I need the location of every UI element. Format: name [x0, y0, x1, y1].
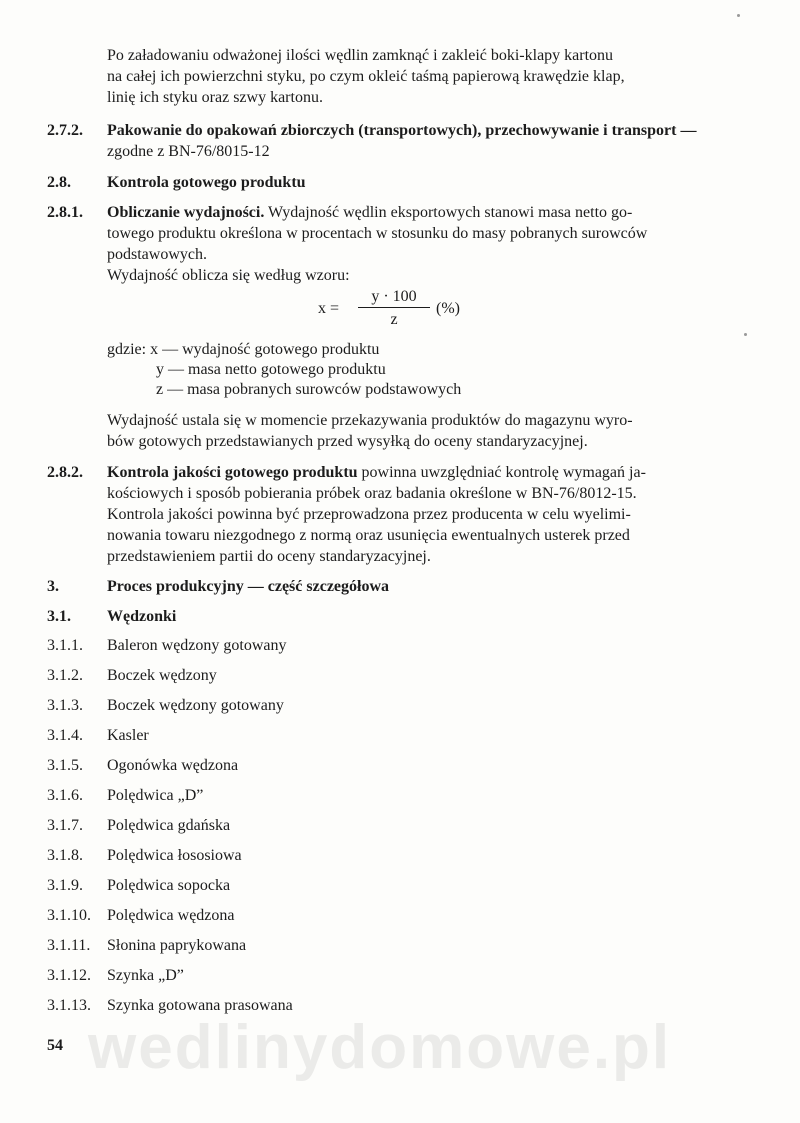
section-2-8-1-closing	[107, 410, 719, 452]
section-3-1	[107, 606, 719, 627]
item-label: Boczek wędzony	[107, 667, 217, 684]
intro-line: Po załadowaniu odważonej ilości wędlin zamknąć i zakleić boki-klapy kartonu	[107, 47, 614, 64]
section-title: Kontrola gotowego produktu	[107, 174, 306, 191]
item-label: Szynka „D”	[107, 967, 184, 984]
list-item	[47, 846, 242, 866]
section-number-2-8: 2.8.	[47, 174, 71, 191]
section-title: Pakowanie do opakowań zbiorczych (transportowych), przechowywanie i transport —	[107, 122, 697, 139]
list-item	[47, 876, 230, 896]
scan-speck	[744, 333, 747, 336]
item-number: 3.1.5.	[47, 757, 83, 774]
item-number: 3.1.12.	[47, 967, 91, 984]
item-number: 3.1.13.	[47, 997, 91, 1014]
intro-line: na całej ich powierzchni styku, po czym okleić taśmą papierową krawędzie klap,	[107, 68, 625, 85]
list-item	[47, 936, 246, 956]
list-item	[47, 906, 235, 926]
section-text: nowania towaru niezgodnego z normą oraz usunięcia ewentualnych usterek przed	[107, 527, 630, 544]
item-label: Boczek wędzony gotowany	[107, 697, 284, 714]
section-text: Wydajność oblicza się według wzoru:	[107, 267, 350, 284]
item-label: Szynka gotowana prasowana	[107, 997, 293, 1014]
formula-fraction	[358, 288, 430, 329]
section-text: powinna uwzględniać kontrolę wymagań ja-	[357, 464, 646, 481]
item-label: Polędwica łososiowa	[107, 847, 242, 864]
list-item	[47, 786, 203, 806]
item-number: 3.1.2.	[47, 667, 83, 684]
watermark: wedlinydomowe.pl	[88, 1013, 672, 1082]
section-2-8	[107, 172, 719, 193]
section-text: Wydajność wędlin eksportowych stanowi masa netto go-	[264, 204, 633, 221]
list-item	[47, 816, 230, 836]
section-title: Kontrola jakości gotowego produktu	[107, 464, 358, 481]
item-label: Polędwica gdańska	[107, 817, 231, 834]
item-label: Polędwica sopocka	[107, 877, 231, 894]
legend-row: y — masa netto gotowego produktu	[156, 361, 386, 378]
item-label: Słonina paprykowana	[107, 937, 247, 954]
section-2-8-2	[107, 462, 719, 567]
section-text: przedstawieniem partii do oceny standaryzacyjnej.	[107, 548, 431, 565]
item-label: Kasler	[107, 727, 149, 744]
item-number: 3.1.1.	[47, 637, 83, 654]
list-item	[47, 636, 287, 656]
item-number: 3.1.7.	[47, 817, 83, 834]
intro-line: linię ich styku oraz szwy kartonu.	[107, 89, 323, 106]
item-label: Baleron wędzony gotowany	[107, 637, 287, 654]
formula-unit: (%)	[436, 300, 460, 317]
section-text: Wydajność ustala się w momencie przekazywania produktów do magazynu wyro-	[107, 412, 633, 429]
scan-speck	[737, 14, 740, 17]
item-label: Polędwica wędzona	[107, 907, 235, 924]
section-2-8-1	[107, 202, 719, 286]
section-text: towego produktu określona w procentach w stosunku do masy pobranych surowców	[107, 225, 648, 242]
item-number: 3.1.9.	[47, 877, 83, 894]
item-number: 3.1.8.	[47, 847, 83, 864]
section-text: bów gotowych przedstawianych przed wysyłką do oceny standaryzacyjnej.	[107, 433, 588, 450]
legend-row: gdzie: x — wydajność gotowego produktu	[107, 341, 380, 358]
formula-numerator: y · 100	[358, 288, 430, 308]
list-item	[47, 756, 238, 776]
section-text: zgodne z BN-76/8015-12	[107, 143, 270, 160]
item-number: 3.1.6.	[47, 787, 83, 804]
formula-legend	[107, 340, 461, 400]
list-item	[47, 666, 217, 686]
intro-paragraph	[107, 45, 719, 108]
section-text: kościowych i sposób pobierania próbek oraz badania określone w BN-76/8012-15.	[107, 485, 637, 502]
list-item	[47, 966, 184, 986]
legend-row: z — masa pobranych surowców podstawowych	[156, 381, 462, 398]
section-number-3-1: 3.1.	[47, 608, 71, 625]
item-number: 3.1.10.	[47, 907, 91, 924]
section-title: Obliczanie wydajności.	[107, 204, 265, 221]
section-number-2-7-2: 2.7.2.	[47, 122, 83, 139]
formula-lhs: x =	[318, 300, 340, 317]
section-title: Wędzonki	[107, 608, 177, 625]
page-number: 54	[47, 1037, 63, 1054]
section-number-2-8-1: 2.8.1.	[47, 204, 83, 221]
section-text: podstawowych.	[107, 246, 207, 263]
item-label: Polędwica „D”	[107, 787, 204, 804]
item-number: 3.1.3.	[47, 697, 83, 714]
list-item	[47, 696, 284, 716]
section-2-7-2	[107, 120, 719, 162]
item-number: 3.1.11.	[47, 937, 91, 954]
formula-denominator: z	[390, 311, 398, 328]
section-text: Kontrola jakości powinna być przeprowadzona przez producenta w celu wyelimi-	[107, 506, 631, 523]
section-title: Proces produkcyjny — część szczegółowa	[107, 578, 390, 595]
section-number-2-8-2: 2.8.2.	[47, 464, 83, 481]
list-item	[47, 726, 149, 746]
item-label: Ogonówka wędzona	[107, 757, 239, 774]
section-number-3: 3.	[47, 578, 59, 595]
section-3	[107, 576, 719, 597]
item-number: 3.1.4.	[47, 727, 83, 744]
